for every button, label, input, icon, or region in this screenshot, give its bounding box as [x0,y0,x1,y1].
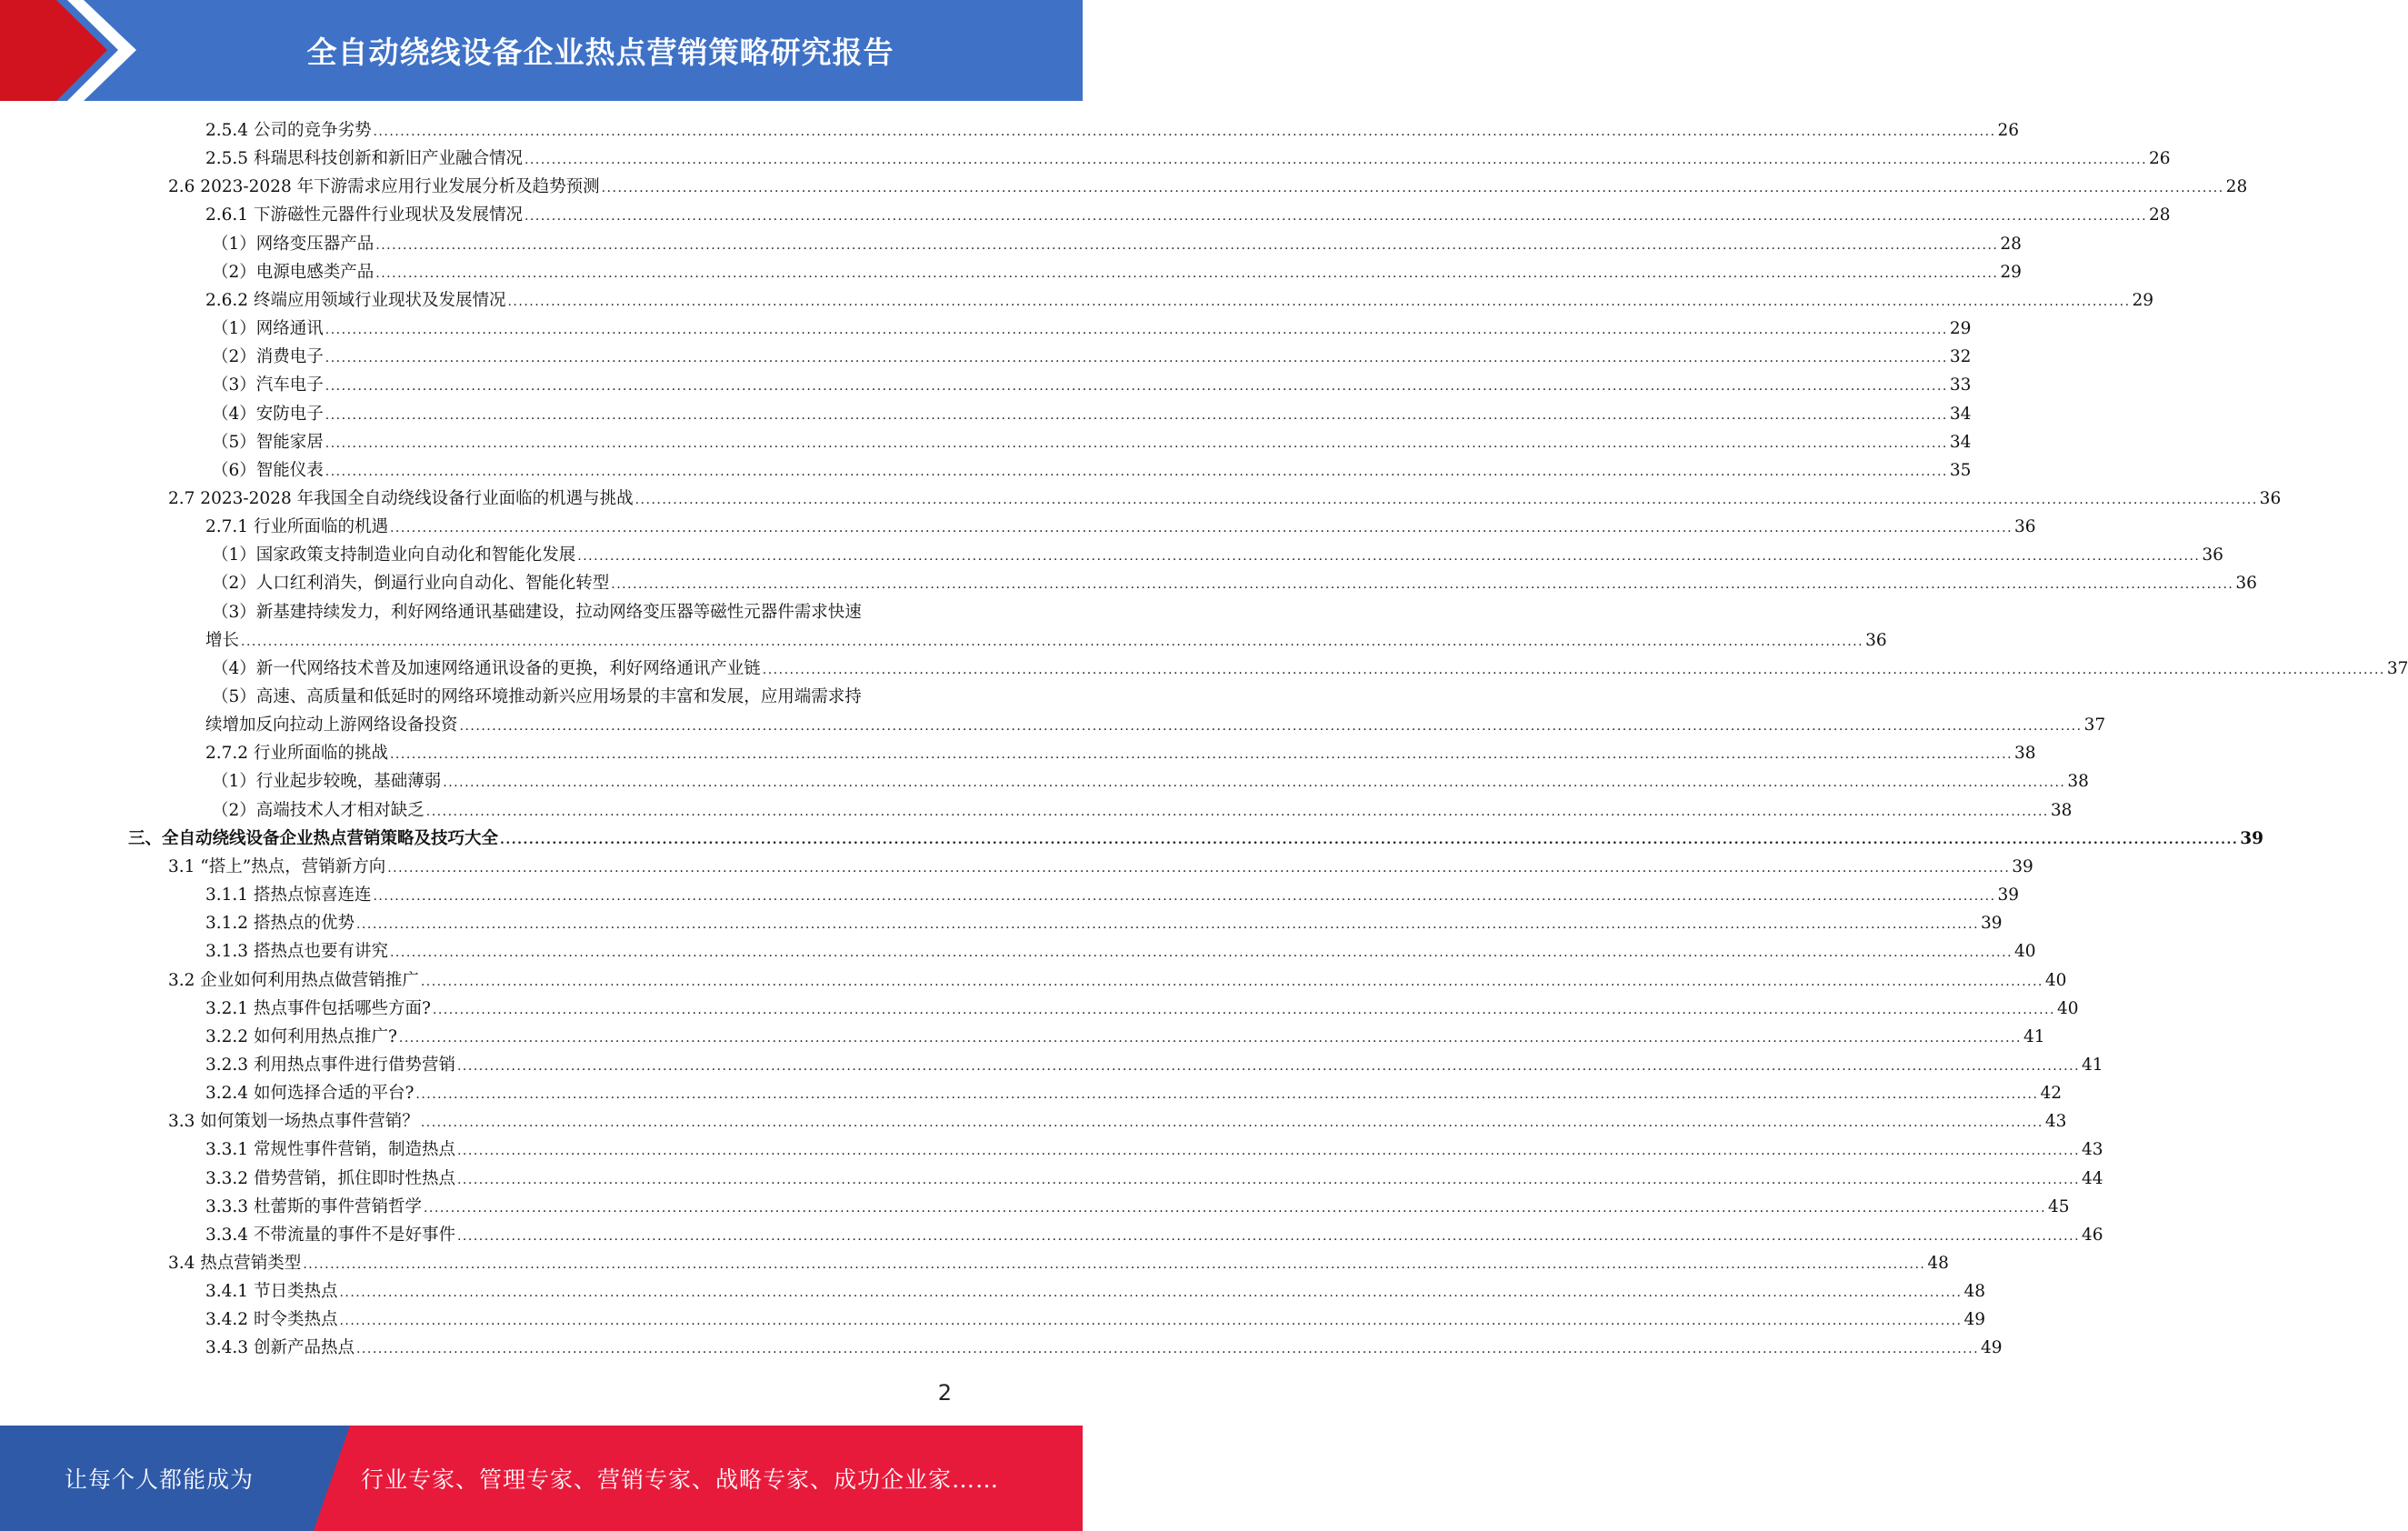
toc-entry-title: 3.1.2 搭热点的优势 [205,914,355,934]
toc-leader-dots: ............................................................................................................................................................................................................................................................................................................ [373,889,1996,905]
toc-entry[interactable] [205,739,2036,767]
toc-entry[interactable] [205,1221,2103,1249]
toc-leader-dots: ............................................................................................................................................................................................................................................................................................................ [339,1314,1963,1329]
toc-entry-title: 3.1.1 搭热点惊喜连连 [205,886,372,906]
toc-entry-page: 36 [1865,630,1887,650]
toc-entry-page: 43 [2044,1112,2067,1132]
toc-entry-page: 42 [2040,1084,2062,1104]
toc-entry[interactable] [205,116,2020,145]
toc-entry[interactable] [212,683,952,711]
toc-entry[interactable] [205,1165,2103,1193]
toc-entry-page: 35 [1949,460,1972,480]
toc-entry[interactable] [128,825,2263,853]
toc-entry-title: 续增加反向拉动上游网络设备投资 [205,715,458,735]
toc-entry[interactable] [212,343,1972,371]
toc-leader-dots: ............................................................................................................................................................................................................................................................................................................ [375,237,1999,253]
toc-entry[interactable] [212,541,2223,569]
toc-entry-title: （2）电源电感类产品 [212,262,375,282]
toc-entry-page: 29 [1949,319,1972,339]
toc-entry-page: 28 [2149,205,2171,225]
toc-entry-title: 3.1.3 搭热点也要有讲究 [205,942,388,962]
toc-leader-dots: ............................................................................................................................................................................................................................................................................................................ [325,351,1948,366]
toc-leader-dots: ............................................................................................................................................................................................................................................................................................................ [420,1116,2043,1131]
toc-entry-title: （3）汽车电子 [212,375,324,395]
toc-leader-dots: ............................................................................................................................................................................................................................................................................................................ [524,153,2148,168]
toc-entry-page: 44 [2082,1168,2103,1188]
toc-entry-page: 48 [1927,1254,1949,1273]
toc-entry-title: （1）网络变压器产品 [212,234,375,254]
page-header [0,0,1083,101]
chevron-logo-icon [0,0,145,101]
toc-entry[interactable] [212,767,2089,796]
toc-entry[interactable] [205,286,2154,315]
toc-leader-dots: ............................................................................................................................................................................................................................................................................................................ [325,379,1948,395]
toc-entry-page: 43 [2082,1140,2103,1160]
toc-leader-dots: ............................................................................................................................................................................................................................................................................................................ [524,209,2148,225]
toc-leader-dots: ............................................................................................................................................................................................................................................................................................................ [456,1144,2081,1159]
toc-entry-title: 3.3.3 杜蕾斯的事件营销哲学 [205,1196,422,1216]
toc-entry-title: 3.2.1 热点事件包括哪些方面? [205,998,431,1018]
toc-entry[interactable] [212,569,2257,597]
toc-leader-dots: ............................................................................................................................................................................................................................................................................................................ [500,832,2239,847]
toc-entry-page: 46 [2082,1225,2103,1245]
toc-entry-page: 36 [2202,545,2223,565]
toc-entry[interactable] [205,1334,2003,1362]
toc-entry-page: 28 [2225,177,2248,197]
toc-leader-dots: ............................................................................................................................................................................................................................................................................................................ [325,464,1948,479]
toc-entry[interactable] [205,1193,2070,1221]
toc-leader-dots: ............................................................................................................................................................................................................................................................................................................ [459,719,2083,735]
toc-entry[interactable] [168,485,2282,513]
toc-entry[interactable] [205,513,2036,541]
toc-entry[interactable] [205,201,2171,229]
toc-entry-page: 26 [1997,121,2020,140]
toc-entry-title: 3.3 如何策划一场热点事件营销？ [168,1112,419,1132]
toc-leader-dots: ............................................................................................................................................................................................................................................................................................................ [611,577,2234,593]
toc-entry-title: 2.7 2023-2028 年我国全自动绕线设备行业面临的机遇与挑战 [168,488,634,508]
toc-entry-title: （4）新一代网络技术普及加速网络通讯设备的更换，利好网络通讯产业链 [212,658,761,678]
toc-entry-title: 2.6.1 下游磁性元器件行业现状及发展情况 [205,205,523,225]
toc-leader-dots: ............................................................................................................................................................................................................................................................................................................ [325,407,1948,423]
toc-leader-dots: ............................................................................................................................................................................................................................................................................................................ [634,492,2258,507]
toc-entry[interactable] [205,626,1887,655]
toc-leader-dots: ............................................................................................................................................................................................................................................................................................................ [456,1228,2081,1244]
toc-leader-dots: ............................................................................................................................................................................................................................................................................................................ [577,549,2201,565]
toc-entry[interactable] [168,853,2033,881]
toc-leader-dots: ............................................................................................................................................................................................................................................................................................................ [425,804,2049,819]
toc-entry[interactable] [205,881,2020,909]
toc-entry-title: （1）行业起步较晚，基础薄弱 [212,772,442,792]
toc-entry-page: 39 [1997,886,2020,906]
toc-entry[interactable] [212,428,1972,456]
toc-entry-page: 36 [2259,488,2282,508]
toc-entry[interactable] [205,1136,2103,1164]
toc-leader-dots: ............................................................................................................................................................................................................................................................................................................ [443,776,2066,791]
toc-entry-page: 41 [2023,1026,2045,1046]
toc-entry-page: 39 [1981,914,2003,934]
toc-leader-dots: ............................................................................................................................................................................................................................................................................................................ [355,917,1980,933]
toc-leader-dots: ............................................................................................................................................................................................................................................................................................................ [241,634,1864,649]
toc-entry-page: 26 [2149,149,2171,169]
toc-entry-page: 37 [2083,715,2106,735]
toc-entry-title: 3.1 “搭上”热点，营销新方向 [168,856,386,876]
toc-leader-dots: ............................................................................................................................................................................................................................................................................................................ [375,265,1999,281]
toc-leader-dots: ............................................................................................................................................................................................................................................................................................................ [762,662,2385,677]
toc-entry-page: 40 [2044,970,2067,990]
toc-entry[interactable] [212,456,1972,485]
toc-entry-page: 29 [2000,262,2022,282]
toc-entry-title: 3.2.3 利用热点事件进行借势营销 [205,1055,455,1075]
toc-entry-page: 40 [2014,942,2036,962]
toc-entry-title: 2.5.4 公司的竞争劣势 [205,121,372,140]
toc-entry-title: 2.5.5 科瑞思科技创新和新旧产业融合情况 [205,149,523,169]
toc-entry-title: 2.6.2 终端应用领域行业现状及发展情况 [205,290,506,310]
toc-leader-dots: ............................................................................................................................................................................................................................................................................................................ [355,1342,1980,1357]
toc-entry-page: 45 [2048,1196,2070,1216]
toc-leader-dots: ............................................................................................................................................................................................................................................................................................................ [389,747,2013,763]
toc-entry[interactable] [205,1051,2103,1079]
toc-entry-title: 3.4.3 创新产品热点 [205,1338,355,1358]
toc-entry-page: 39 [2240,828,2263,848]
toc-leader-dots: ............................................................................................................................................................................................................................................................................................................ [415,1087,2039,1103]
toc-entry-title: 3.2.4 如何选择合适的平台? [205,1084,415,1104]
footer-slogan-left: 让每个人都能成为 [64,1466,254,1493]
toc-entry-title: 3.2.2 如何利用热点推广? [205,1026,397,1046]
toc-entry-page: 39 [2012,856,2033,876]
toc-entry-title: （2）消费电子 [212,347,324,367]
toc-entry-page: 41 [2082,1055,2103,1075]
toc-entry-page: 49 [1981,1338,2003,1358]
toc-entry-title: 增长 [205,630,240,650]
toc-leader-dots: ............................................................................................................................................................................................................................................................................................................ [456,1172,2081,1187]
toc-entry-page: 40 [2056,998,2079,1018]
toc-entry-page: 38 [2050,800,2073,820]
toc-entry-page: 34 [1949,432,1972,452]
footer-slogan-right: 行业专家、管理专家、营销专家、战略专家、成功企业家…… [361,1466,1000,1493]
toc-leader-dots: ............................................................................................................................................................................................................................................................................................................ [339,1286,1963,1301]
toc-leader-dots: ............................................................................................................................................................................................................................................................................................................ [389,521,2013,536]
toc-entry-title: 3.4.1 节日类热点 [205,1282,338,1302]
toc-leader-dots: ............................................................................................................................................................................................................................................................................................................ [507,294,2131,309]
toc-entry-page: 38 [2014,744,2036,764]
toc-entry-title: 3.3.2 借势营销，抓住即时性热点 [205,1168,455,1188]
page-footer [0,1426,1083,1531]
toc-entry[interactable] [212,258,2022,286]
toc-entry-page: 32 [1949,347,1972,367]
toc-leader-dots: ............................................................................................................................................................................................................................................................................................................ [373,125,1996,139]
toc-entry-page: 33 [1949,375,1972,395]
toc-leader-dots: ............................................................................................................................................................................................................................................................................................................ [325,323,1948,338]
toc-entry-title: （1）国家政策支持制造业向自动化和智能化发展 [212,545,576,565]
toc-entry-title: （5）智能家居 [212,432,324,452]
toc-entry-title: （5）高速、高质量和低延时的网络环境推动新兴应用场景的丰富和发展，应用端需求持 [212,687,862,706]
toc-leader-dots: ............................................................................................................................................................................................................................................................................................................ [387,860,2011,876]
toc-entry[interactable] [212,796,2073,825]
toc-entry-title: （2）高端技术人才相对缺乏 [212,800,425,820]
toc-entry-title: 3.2 企业如何利用热点做营销推广 [168,970,419,990]
toc-entry-page: 48 [1963,1282,1986,1302]
toc-entry-page: 34 [1949,404,1972,424]
toc-entry[interactable] [205,1306,1986,1334]
toc-entry[interactable] [212,655,2408,683]
toc-entry[interactable] [168,966,2067,995]
toc-entry[interactable] [205,1277,1986,1306]
toc-entry-page: 29 [2132,290,2154,310]
toc-entry[interactable] [168,1249,1949,1277]
toc-entry-page: 36 [2235,574,2257,594]
toc-entry[interactable] [205,995,2079,1023]
toc-entry[interactable] [212,230,2022,258]
toc-entry-title: 三、全自动绕线设备企业热点营销策略及技巧大全 [128,828,499,848]
toc-entry-title: 2.6 2023-2028 年下游需求应用行业发展分析及趋势预测 [168,177,600,197]
toc-entry[interactable] [212,400,1972,428]
toc-leader-dots: ............................................................................................................................................................................................................................................................................................................ [423,1200,2047,1216]
toc-entry[interactable] [205,937,2036,966]
toc-entry[interactable] [205,711,2106,739]
toc-leader-dots: ............................................................................................................................................................................................................................................................................................................ [420,974,2043,989]
toc-entry-title: （3）新基建持续发力，利好网络通讯基础建设，拉动网络变压器等磁性元器件需求快速 [212,602,862,622]
toc-leader-dots: ............................................................................................................................................................................................................................................................................................................ [303,1257,1926,1272]
report-title: 全自动绕线设备企业热点营销策略研究报告 [306,35,894,70]
toc-entry[interactable] [205,1023,2045,1051]
toc-entry[interactable] [205,145,2171,173]
page-number: 2 [937,1380,952,1406]
toc-leader-dots: ............................................................................................................................................................................................................................................................................................................ [601,181,2224,196]
toc-entry[interactable] [212,598,952,626]
toc-entry-title: （6）智能仪表 [212,460,324,480]
toc-entry[interactable] [168,173,2248,201]
toc-entry[interactable] [212,371,1972,399]
toc-entry[interactable] [205,1079,2062,1107]
toc-entry[interactable] [212,315,1972,343]
toc-entry-page: 49 [1963,1310,1986,1330]
toc-leader-dots: ............................................................................................................................................................................................................................................................................................................ [325,435,1948,451]
toc-entry-title: 3.3.1 常规性事件营销，制造热点 [205,1140,455,1160]
toc-entry-page: 38 [2067,772,2089,792]
toc-entry-title: （1）网络通讯 [212,319,324,339]
toc-entry-page: 37 [2386,658,2408,678]
toc-leader-dots: ............................................................................................................................................................................................................................................................................................................ [389,946,2013,961]
toc-leader-dots: ............................................................................................................................................................................................................................................................................................................ [432,1002,2055,1017]
toc-entry-title: 3.4.2 时令类热点 [205,1310,338,1330]
toc-entry[interactable] [168,1107,2067,1136]
toc-entry[interactable] [205,909,2003,937]
toc-leader-dots: ............................................................................................................................................................................................................................................................................................................ [456,1058,2081,1074]
toc-entry-title: 3.3.4 不带流量的事件不是好事件 [205,1225,455,1245]
toc-entry-page: 36 [2014,517,2036,537]
toc-entry-title: （2）人口红利消失，倒逼行业向自动化、智能化转型 [212,574,610,594]
toc-entry-title: 2.7.1 行业所面临的机遇 [205,517,388,537]
toc-entry-title: 3.4 热点营销类型 [168,1254,302,1273]
toc-entry-title: 2.7.2 行业所面临的挑战 [205,744,388,764]
toc-entry-page: 28 [2000,234,2022,254]
toc-entry-title: （4）安防电子 [212,404,324,424]
toc-leader-dots: ............................................................................................................................................................................................................................................................................................................ [398,1030,2022,1046]
